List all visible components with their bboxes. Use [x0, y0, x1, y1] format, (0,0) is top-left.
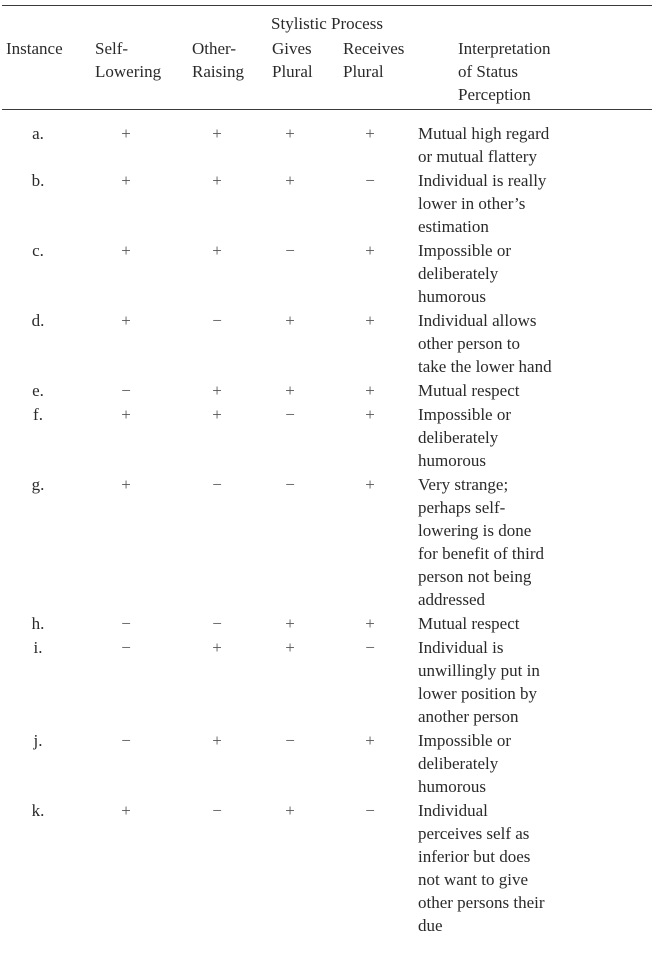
header-line: Raising: [192, 62, 244, 81]
other-raising-column-header: [192, 37, 244, 83]
receives-plural-cell: +: [365, 311, 375, 330]
instance-cell: c.: [32, 241, 44, 260]
gives-plural-cell: −: [285, 405, 295, 424]
instance-cell: b.: [31, 171, 45, 190]
table-row: [0, 636, 654, 729]
table-row: [0, 612, 654, 636]
status-table: [0, 122, 654, 938]
interpretation-cell: [418, 169, 654, 239]
interpretation-cell: [418, 729, 654, 799]
table-row: [0, 239, 654, 309]
interpretation-line: deliberately: [418, 264, 499, 283]
interpretation-line: estimation: [418, 217, 489, 236]
interpretation-line: other persons their: [418, 893, 545, 912]
table-body: [0, 122, 654, 938]
instance-cell: e.: [32, 381, 44, 400]
instance-cell: i.: [33, 638, 43, 657]
interpretation-line: deliberately: [418, 754, 499, 773]
self-lowering-cell: +: [121, 475, 131, 494]
header-line: Gives: [272, 39, 312, 58]
receives-plural-cell: +: [365, 405, 375, 424]
other-raising-cell: +: [212, 124, 222, 143]
table-row: [0, 169, 654, 239]
gives-plural-cell: −: [285, 241, 295, 260]
header-line: Other-: [192, 39, 237, 58]
table-row: [0, 379, 654, 403]
interpretation-line: another person: [418, 707, 519, 726]
interpretation-line: for benefit of third: [418, 544, 545, 563]
receives-plural-cell: +: [365, 124, 375, 143]
gives-plural-cell: −: [285, 475, 295, 494]
other-raising-cell: +: [212, 241, 222, 260]
interpretation-line: Mutual respect: [418, 381, 520, 400]
self-lowering-cell: −: [121, 614, 131, 633]
other-raising-cell: +: [212, 381, 222, 400]
interpretation-line: Individual: [418, 801, 488, 820]
interpretation-line: humorous: [418, 777, 486, 796]
interpretation-cell: [418, 799, 654, 938]
interpretation-line: lower position by: [418, 684, 537, 703]
self-lowering-cell: +: [121, 171, 131, 190]
interpretation-line: Impossible or: [418, 405, 512, 424]
instance-column-header: Instance: [6, 39, 63, 58]
interpretation-cell: [418, 403, 654, 473]
interpretation-cell: [418, 239, 654, 309]
self-lowering-cell: +: [121, 124, 131, 143]
receives-plural-cell: −: [365, 171, 375, 190]
table-row: [0, 473, 654, 612]
gives-plural-cell: +: [285, 171, 295, 190]
table-row: [0, 309, 654, 379]
gives-plural-cell: +: [285, 638, 295, 657]
interpretation-line: Mutual high regard: [418, 124, 550, 143]
interpretation-line: take the lower hand: [418, 357, 552, 376]
interpretation-line: due: [418, 916, 443, 935]
top-rule: [2, 5, 652, 6]
interpretation-cell: [418, 636, 654, 729]
header-line: Plural: [343, 62, 384, 81]
gives-plural-cell: −: [285, 731, 295, 750]
header-line: Lowering: [95, 62, 162, 81]
interpretation-line: person not being: [418, 567, 532, 586]
interpretation-cell: [418, 473, 654, 612]
receives-plural-cell: +: [365, 614, 375, 633]
header-line: of Status: [458, 62, 518, 81]
receives-plural-cell: +: [365, 381, 375, 400]
instance-cell: g.: [31, 475, 45, 494]
gives-plural-column-header: [272, 37, 313, 83]
self-lowering-cell: +: [121, 405, 131, 424]
interpretation-line: Impossible or: [418, 731, 512, 750]
other-raising-cell: −: [212, 801, 222, 820]
other-raising-cell: −: [212, 311, 222, 330]
instance-cell: j.: [33, 731, 43, 750]
gives-plural-cell: +: [285, 614, 295, 633]
table-row: [0, 799, 654, 938]
receives-plural-column-header: [343, 37, 404, 83]
header-line: Receives: [343, 39, 405, 58]
receives-plural-cell: +: [365, 731, 375, 750]
self-lowering-cell: +: [121, 311, 131, 330]
interpretation-line: perhaps self-: [418, 498, 506, 517]
interpretation-line: Impossible or: [418, 241, 512, 260]
header-line: Perception: [458, 85, 531, 104]
receives-plural-cell: +: [365, 241, 375, 260]
receives-plural-cell: −: [365, 638, 375, 657]
interpretation-cell: [418, 612, 654, 636]
interpretation-column-header: [458, 37, 551, 106]
other-raising-cell: +: [212, 638, 222, 657]
self-lowering-cell: −: [121, 381, 131, 400]
table-row: [0, 403, 654, 473]
instance-cell: k.: [31, 801, 45, 820]
interpretation-line: inferior but does: [418, 847, 531, 866]
interpretation-line: or mutual flattery: [418, 147, 537, 166]
instance-cell: a.: [32, 124, 44, 143]
interpretation-line: other person to: [418, 334, 520, 353]
receives-plural-cell: +: [365, 475, 375, 494]
interpretation-line: Mutual respect: [418, 614, 520, 633]
interpretation-cell: [418, 309, 654, 379]
interpretation-line: lower in other’s: [418, 194, 526, 213]
gives-plural-cell: +: [285, 311, 295, 330]
self-lowering-column-header: [95, 37, 161, 83]
instance-cell: f.: [33, 405, 43, 424]
other-raising-cell: +: [212, 171, 222, 190]
header-line: Plural: [272, 62, 313, 81]
self-lowering-cell: +: [121, 801, 131, 820]
gives-plural-cell: +: [285, 381, 295, 400]
interpretation-line: lowering is done: [418, 521, 532, 540]
other-raising-cell: −: [212, 475, 222, 494]
other-raising-cell: +: [212, 731, 222, 750]
interpretation-cell: [418, 122, 654, 169]
header-line: Interpretation: [458, 39, 551, 58]
header-line: Self-: [95, 39, 129, 58]
table-row: [0, 122, 654, 169]
other-raising-cell: −: [212, 614, 222, 633]
interpretation-line: Individual is: [418, 638, 504, 657]
receives-plural-cell: −: [365, 801, 375, 820]
other-raising-cell: +: [212, 405, 222, 424]
interpretation-line: addressed: [418, 590, 486, 609]
header-rule: [2, 109, 652, 110]
instance-cell: d.: [31, 311, 45, 330]
self-lowering-cell: −: [121, 638, 131, 657]
instance-cell: h.: [31, 614, 45, 633]
interpretation-line: deliberately: [418, 428, 499, 447]
interpretation-line: humorous: [418, 451, 486, 470]
gives-plural-cell: +: [285, 124, 295, 143]
interpretation-cell: [418, 379, 654, 403]
table-row: [0, 729, 654, 799]
interpretation-line: not want to give: [418, 870, 529, 889]
interpretation-line: unwillingly put in: [418, 661, 540, 680]
interpretation-line: Individual is really: [418, 171, 547, 190]
interpretation-line: perceives self as: [418, 824, 530, 843]
stylistic-process-heading: Stylistic Process: [271, 14, 383, 33]
interpretation-line: humorous: [418, 287, 486, 306]
gives-plural-cell: +: [285, 801, 295, 820]
interpretation-line: Individual allows: [418, 311, 537, 330]
interpretation-line: Very strange;: [418, 475, 509, 494]
self-lowering-cell: −: [121, 731, 131, 750]
self-lowering-cell: +: [121, 241, 131, 260]
